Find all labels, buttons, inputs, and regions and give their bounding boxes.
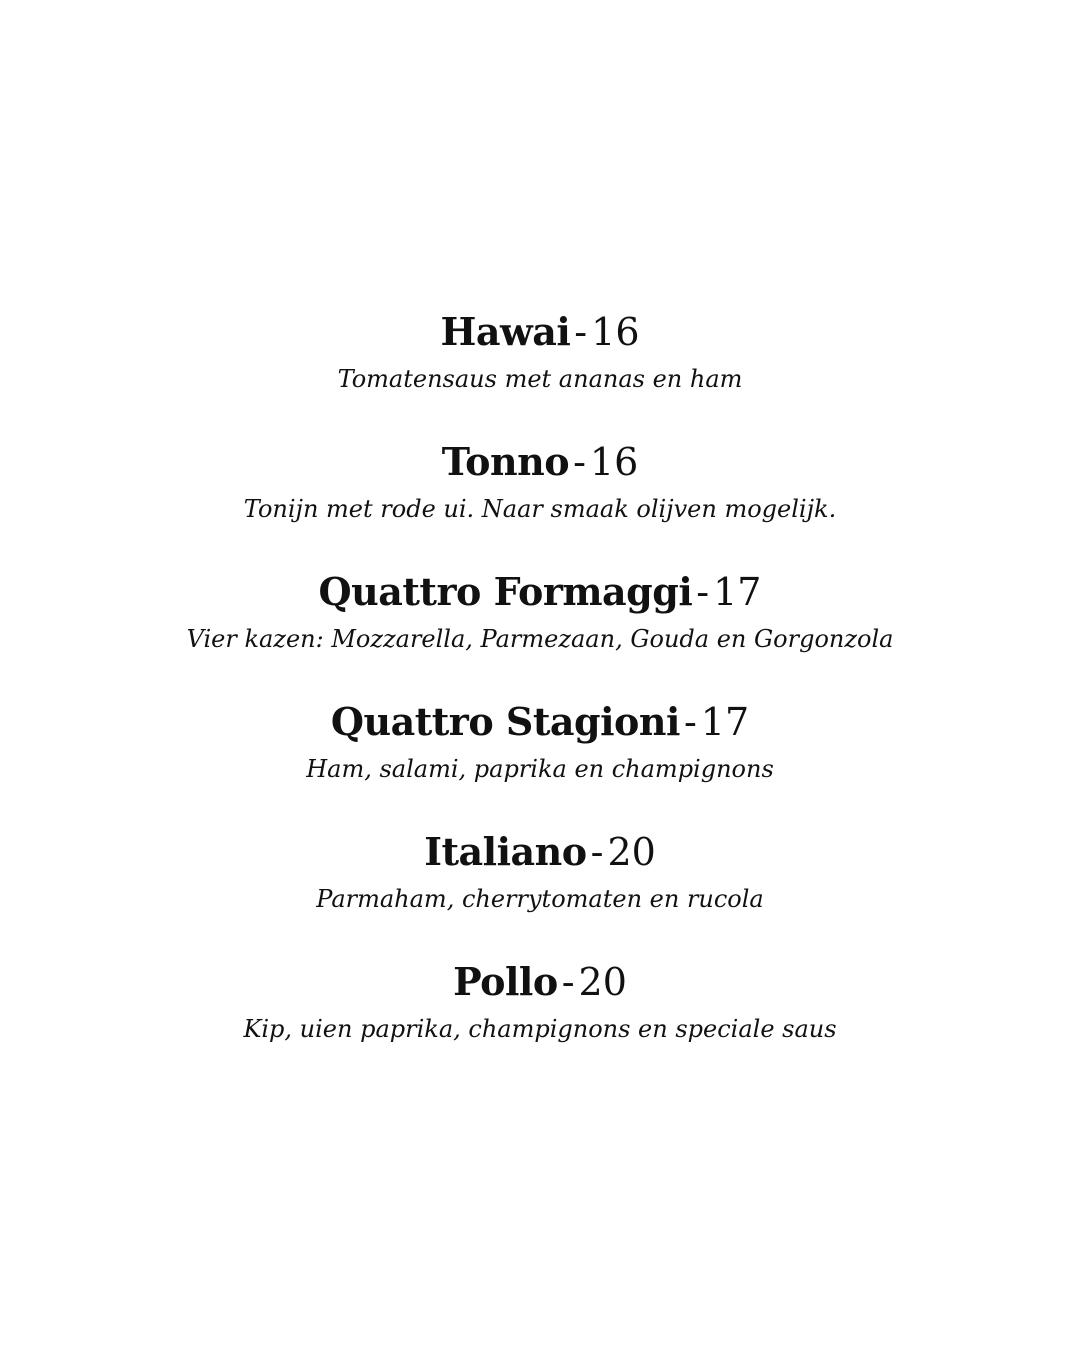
menu-item-quattro-stagioni — [0, 695, 1080, 825]
item-heading — [0, 305, 1080, 359]
menu-item-pollo — [0, 955, 1080, 1085]
menu-item-italiano — [0, 825, 1080, 955]
item-price: 16 — [589, 440, 639, 484]
menu-item-hawai — [0, 305, 1080, 435]
item-description: Ham, salami, paprika en champignons — [306, 755, 774, 783]
item-price: 17 — [713, 570, 762, 614]
item-name: Pollo — [453, 959, 558, 1004]
item-separator: - — [573, 440, 586, 484]
item-heading — [0, 695, 1080, 749]
item-name: Quattro Stagioni — [330, 699, 680, 744]
item-name: Hawai — [440, 309, 571, 354]
item-description: Tonijn met rode ui. Naar smaak olijven mogelijk. — [243, 495, 837, 523]
item-name: Quattro Formaggi — [318, 569, 693, 614]
item-name: Tonno — [441, 439, 570, 484]
item-description: Kip, uien paprika, champignons en speciale saus — [243, 1015, 837, 1043]
item-price: 20 — [578, 960, 627, 1004]
item-price: 17 — [700, 700, 750, 744]
item-separator: - — [696, 570, 710, 614]
item-separator: - — [590, 830, 604, 874]
item-heading — [0, 825, 1080, 879]
menu-item-quattro-formaggi — [0, 565, 1080, 695]
item-description: Tomatensaus met ananas en ham — [337, 365, 743, 393]
item-separator: - — [683, 700, 697, 744]
menu-item-tonno — [0, 435, 1080, 565]
item-price: 16 — [591, 310, 640, 354]
menu-list — [0, 305, 1080, 1085]
item-description: Vier kazen: Mozzarella, Parmezaan, Gouda en Gorgonzola — [186, 625, 894, 653]
item-description: Parmaham, cherrytomaten en rucola — [316, 885, 764, 913]
item-heading — [0, 565, 1080, 619]
item-price: 20 — [607, 830, 656, 874]
item-name: Italiano — [424, 829, 587, 874]
item-separator: - — [561, 960, 575, 1004]
item-heading — [0, 435, 1080, 489]
item-heading — [0, 955, 1080, 1009]
item-separator: - — [574, 310, 588, 354]
